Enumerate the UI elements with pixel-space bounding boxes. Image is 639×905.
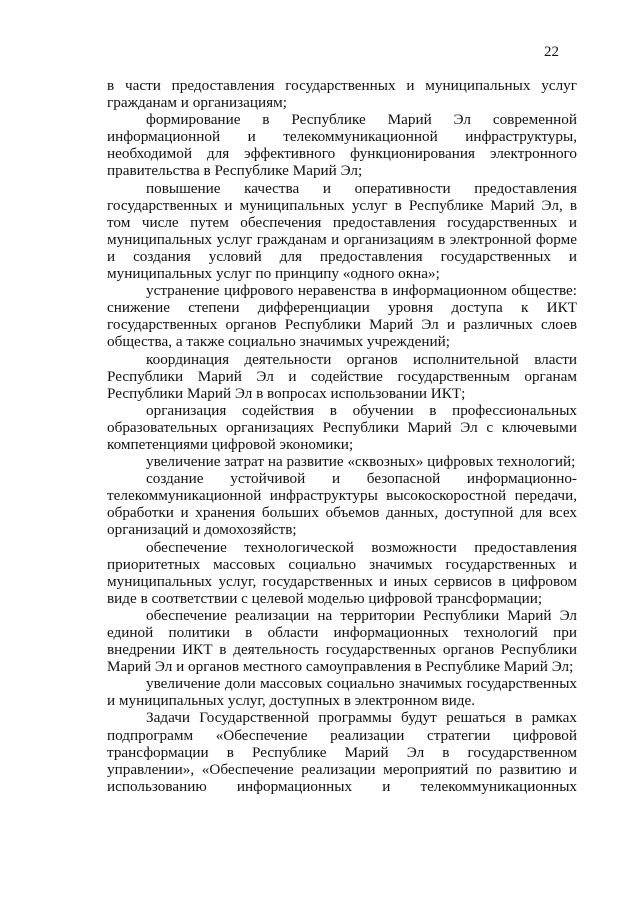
page-number: 22 bbox=[544, 44, 559, 60]
paragraph-5: координация деятельности органов исполнительной власти Республики Марий Эл и содействие государственным органам Республики Марий Эл в вопросах использовании ИКТ; bbox=[107, 350, 577, 402]
paragraph-11: увеличение доли массовых социально значимых государственных и муниципальных услуг, доступных в электронном виде. bbox=[107, 675, 577, 710]
paragraph-4: устранение цифрового неравенства в информационном обществе: снижение степени дифференциации уровня доступа к ИКТ государственных органов Республики Марий Эл и различных слоев общества, а также социально значимых учреждений; bbox=[107, 282, 577, 351]
paragraph-9: обеспечение технологической возможности предоставления приоритетных массовых социально значимых государственных и муниципальных услуг, государственных и иных сервисов в цифровом виде в соответствии с целевой моделью цифровой трансформации; bbox=[107, 538, 577, 607]
paragraph-6: организация содействия в обучении в профессиональных образовательных организациях Республики Марий Эл с ключевыми компетенциями цифровой экономики; bbox=[107, 401, 577, 453]
paragraph-10: обеспечение реализации на территории Республики Марий Эл единой политики в области информационных технологий при внедрении ИКТ в деятельность государственных органов Республики Марий Эл и органов местного самоуправления в Республике Марий Эл; bbox=[107, 606, 577, 676]
document-body bbox=[107, 77, 577, 795]
paragraph-12: Задачи Государственной программы будут решаться в рамках подпрограмм «Обеспечение реализации стратегии цифровой трансформации в Республике Марий Эл в государственном управлении», «Обеспечение реализации мероприятий по развитию и использованию информационных и телекоммуникационных bbox=[107, 709, 577, 795]
paragraph-2: формирование в Республике Марий Эл современной информационной и телекоммуникационной инфраструктуры, необходимой для эффективного функционирования электронного правительства в Республике Марий Эл; bbox=[107, 111, 577, 180]
paragraph-3: повышение качества и оперативности предоставления государственных и муниципальных услуг в Республике Марий Эл, в том числе путем обеспечения предоставления государственных и муниципальных услуг гражданам и организациям в электронной форме и создания условий для предоставления государственных и муниципальных услуг по принципу «одного окна»; bbox=[107, 179, 577, 283]
paragraph-1: в части предоставления государственных и муниципальных услуг гражданам и организациям; bbox=[107, 77, 577, 112]
paragraph-7: увеличение затрат на развитие «сквозных» цифровых технологий; bbox=[146, 453, 576, 471]
paragraph-8: создание устойчивой и безопасной информационно-телекоммуникационной инфраструктуры высокоскоростной передачи, обработки и хранения больших объемов данных, доступной для всех организаций и домохозяйств; bbox=[107, 470, 577, 539]
